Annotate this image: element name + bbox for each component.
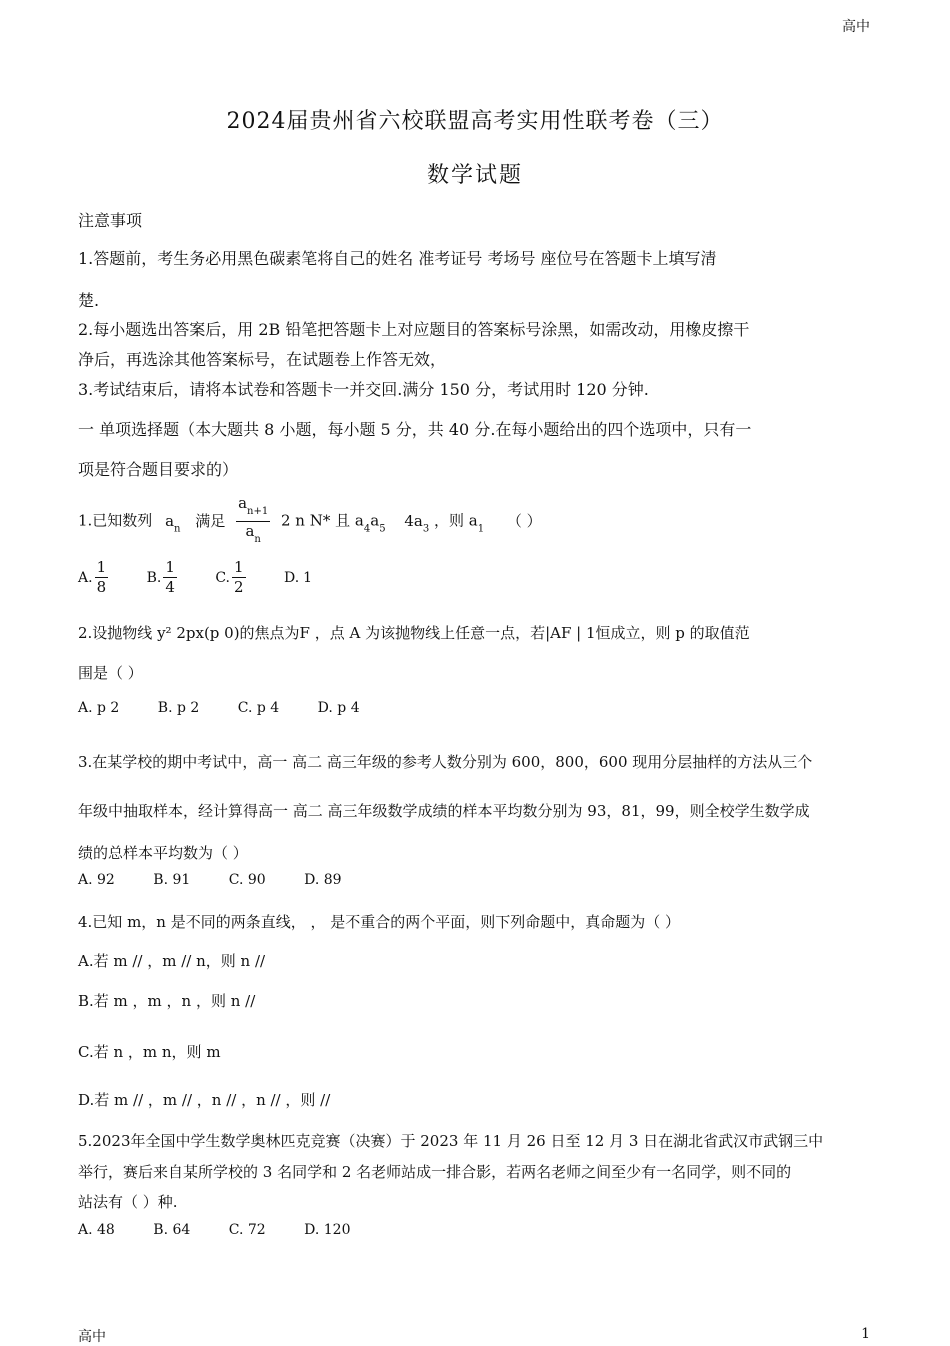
q3-option-a: A. 92 bbox=[78, 872, 115, 888]
q4-option-a: A.若 m // ，m // n，则 n // bbox=[78, 952, 266, 970]
q1-a1-sub: 1 bbox=[477, 523, 485, 535]
q2-option-b: B. p 2 bbox=[157, 700, 200, 716]
q1-option-a-label: A. bbox=[78, 569, 93, 586]
question-3: 3.在某学校的期中考试中，高一 高二 高三年级的参考人数分别为 600，800，600 现用分层抽样的方法从三个 bbox=[78, 753, 813, 771]
q1-option-a bbox=[78, 558, 108, 597]
q1-then: ，则 a bbox=[434, 511, 478, 530]
page-title: 2024届贵州省六校联盟高考实用性联考卷（三） bbox=[226, 109, 724, 134]
q1-a: a bbox=[370, 511, 380, 530]
q1-options bbox=[78, 558, 346, 597]
q1-a3-sub: 3 bbox=[422, 523, 430, 535]
q5-option-b: B. 64 bbox=[153, 1222, 191, 1238]
q3-option-d: D. 89 bbox=[304, 872, 342, 888]
q2-option-d: D. p 4 bbox=[317, 700, 360, 716]
q2-option-c: C. p 4 bbox=[237, 700, 280, 716]
notice-item-3: 3.考试结束后，请将本试卷和答题卡一并交回.满分 150 分，考试用时 120 分钟. bbox=[78, 380, 649, 399]
q1-option-d bbox=[284, 570, 312, 586]
q1-ratio-fraction bbox=[236, 494, 270, 549]
q4-option-d: D.若 m // ，m // ，n // ，n // ，则 // bbox=[78, 1091, 331, 1109]
q1-option-a-den: 8 bbox=[96, 578, 107, 596]
q1-frac-den-sub: n bbox=[254, 534, 261, 545]
q1-a4-sub: 4 bbox=[363, 523, 371, 535]
q5-option-c: C. 72 bbox=[228, 1222, 266, 1238]
question-5-cont: 举行，赛后来自某所学校的 3 名同学和 2 名老师站成一排合影，若两名老师之间至少有一名同学，则不同的 bbox=[78, 1163, 792, 1181]
q5-option-d: D. 120 bbox=[304, 1222, 351, 1238]
q1-a5-sub: 5 bbox=[379, 523, 386, 535]
q4-option-b: B.若 m ，m ，n ，则 n // bbox=[78, 992, 256, 1010]
q1-option-c-label: C. bbox=[215, 569, 230, 586]
q2-option-a: A. p 2 bbox=[78, 700, 120, 716]
question-5: 5.2023年全国中学生数学奥林匹克竞赛（决赛）于 2023 年 11 月 26 日至 12 月 3 日在湖北省武汉市武钢三中 bbox=[78, 1132, 824, 1150]
q1-option-c bbox=[215, 558, 245, 597]
q1-option-b-frac bbox=[163, 558, 177, 597]
notice-item-2: 2.每小题选出答案后，用 2B 铅笔把答题卡上对应题目的答案标号涂黑，如需改动，用橡皮擦干 bbox=[78, 320, 750, 339]
q1-option-b-num: 1 bbox=[165, 558, 175, 576]
section-heading-cont: 项是符合题目要求的） bbox=[78, 460, 239, 479]
header-label: 高中 bbox=[842, 19, 870, 35]
question-3-cont: 年级中抽取样本，经计算得高一 高二 高三年级数学成绩的样本平均数分别为 93，81，99，则全校学生数学成 bbox=[78, 802, 810, 820]
notice-item-1-cont: 楚. bbox=[78, 291, 100, 310]
question-3-cont-2: 绩的总样本平均数为（ ） bbox=[78, 844, 248, 862]
q5-option-a: A. 48 bbox=[78, 1222, 115, 1238]
q1-frac-den: a bbox=[245, 522, 255, 540]
q1-seq: a bbox=[165, 511, 175, 530]
q2-options bbox=[78, 700, 394, 716]
section-heading: 一 单项选择题（本大题共 8 小题，每小题 5 分，共 40 分.在每小题给出的四个选项中，只有一 bbox=[78, 420, 752, 439]
q4-option-c: C.若 n ，m n，则 m bbox=[78, 1043, 221, 1061]
q3-option-b: B. 91 bbox=[153, 872, 191, 888]
q1-option-c-frac bbox=[232, 558, 246, 597]
q1-option-b-den: 4 bbox=[165, 578, 175, 596]
question-5-cont-2: 站法有（ ）种. bbox=[78, 1193, 178, 1211]
q1-answer-paren: （ ） bbox=[506, 511, 542, 530]
question-2: 2.设抛物线 y² 2px(p 0)的焦点为F ，点 A 为该抛物线上任意一点，若|AF | 1恒成立，则 p 的取值范 bbox=[78, 624, 750, 642]
q3-option-c: C. 90 bbox=[228, 872, 266, 888]
q1-frac-num-sub: n+1 bbox=[247, 506, 269, 517]
q1-option-a-frac bbox=[95, 558, 109, 597]
notice-heading: 注意事项 bbox=[78, 211, 143, 230]
page-subtitle: 数学试题 bbox=[426, 163, 523, 188]
q1-eq: 4a bbox=[404, 511, 423, 530]
q1-option-d-label: D. bbox=[283, 569, 300, 586]
q1-option-a-num: 1 bbox=[96, 558, 107, 576]
q1-option-c-num: 1 bbox=[233, 558, 244, 576]
q1-prefix: 1.已知数列 bbox=[78, 511, 153, 530]
notice-item-2-cont: 净后，再选涂其他答案标号，在试题卷上作答无效， bbox=[78, 350, 447, 369]
q1-cond: 满足 bbox=[195, 511, 226, 530]
q5-options bbox=[78, 1222, 385, 1238]
q1-mid: 2 n N* 且 a bbox=[281, 511, 364, 530]
q1-option-b bbox=[147, 558, 177, 597]
q1-seq-sub: n bbox=[174, 523, 181, 535]
q1-option-d-text: 1 bbox=[303, 569, 313, 586]
q3-options bbox=[78, 872, 376, 888]
q1-option-b-label: B. bbox=[146, 569, 162, 586]
question-1 bbox=[78, 494, 542, 549]
question-2-cont: 围是（ ） bbox=[78, 664, 143, 682]
q1-frac-num: a bbox=[238, 494, 248, 512]
footer-label: 高中 bbox=[78, 1329, 106, 1345]
question-4: 4.已知 m，n 是不同的两条直线， ， 是不重合的两个平面，则下列命题中，真命题为（ ） bbox=[78, 913, 681, 931]
notice-item-1: 1.答题前，考生务必用黑色碳素笔将自己的姓名 准考证号 考场号 座位号在答题卡上填写清 bbox=[78, 249, 717, 268]
q1-option-c-den: 2 bbox=[233, 578, 244, 596]
page-number: 1 bbox=[861, 1326, 870, 1342]
